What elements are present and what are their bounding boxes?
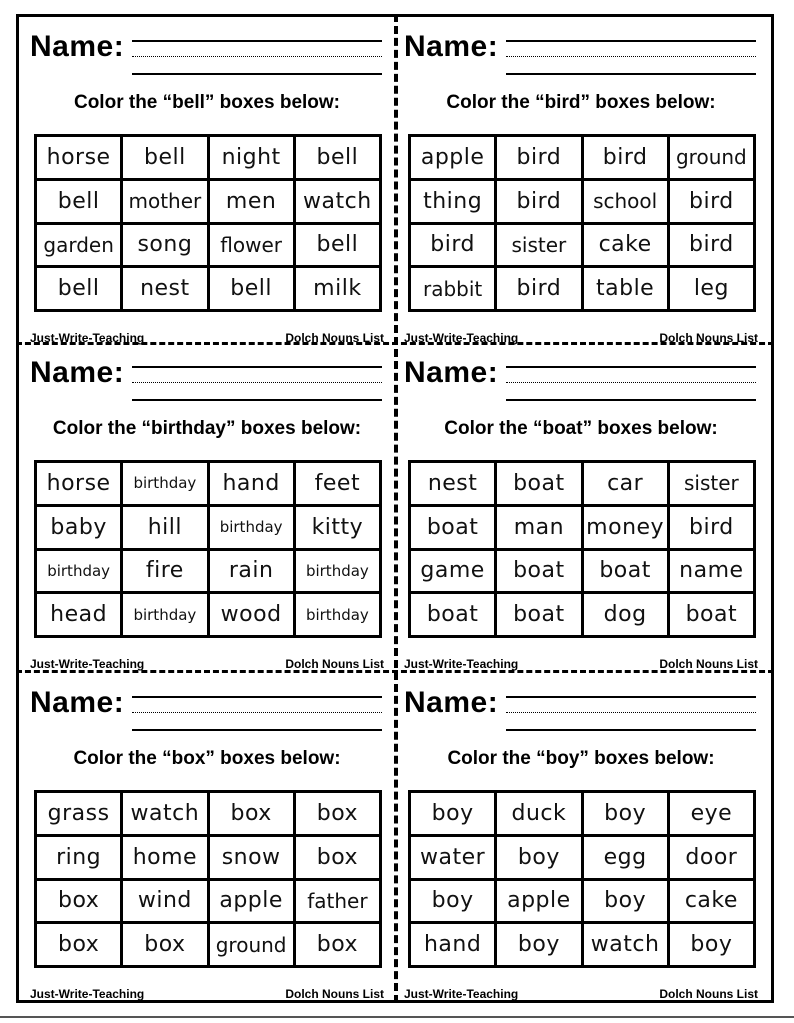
word-box[interactable]: bell	[37, 268, 120, 309]
footer-brand: Just-Write-Teaching	[30, 657, 145, 671]
word-box[interactable]: bell	[123, 137, 206, 178]
word-box[interactable]: boy	[584, 793, 667, 834]
name-writing-line[interactable]	[132, 40, 382, 42]
name-label: Name:	[404, 686, 499, 719]
word-box[interactable]: door	[670, 837, 753, 878]
word-box[interactable]: duck	[497, 793, 580, 834]
vertical-cut-line	[394, 14, 398, 1003]
word-box[interactable]: apple	[210, 881, 293, 922]
name-writing-line[interactable]	[506, 696, 756, 698]
footer-list-name: Dolch Nouns List	[285, 657, 384, 671]
name-writing-line[interactable]	[506, 73, 756, 75]
name-row	[30, 682, 384, 732]
name-label: Name:	[30, 30, 125, 63]
word-box[interactable]: boy	[497, 924, 580, 965]
word-box[interactable]: bell	[210, 268, 293, 309]
word-box[interactable]: game	[411, 551, 494, 592]
word-box[interactable]: grass	[37, 793, 120, 834]
word-box[interactable]: boy	[411, 881, 494, 922]
word-box[interactable]: hill	[123, 507, 206, 548]
word-box[interactable]: boy	[670, 924, 753, 965]
word-box[interactable]: bird	[497, 268, 580, 309]
name-row	[404, 26, 758, 76]
word-box[interactable]: men	[210, 181, 293, 222]
word-box[interactable]: box	[210, 793, 293, 834]
word-box[interactable]: horse	[37, 463, 120, 504]
name-writing-line[interactable]	[506, 40, 756, 42]
word-box[interactable]: night	[210, 137, 293, 178]
word-box[interactable]: flower	[210, 225, 293, 266]
word-box[interactable]: wood	[210, 594, 293, 635]
word-box[interactable]: money	[584, 507, 667, 548]
name-label: Name:	[30, 356, 125, 389]
word-box[interactable]: ring	[37, 837, 120, 878]
word-grid	[34, 790, 382, 968]
instruction-text: Color the “boy” boxes below:	[447, 748, 715, 769]
name-dotted-guide	[132, 382, 382, 383]
instruction-text: Color the “bell” boxes below:	[73, 92, 341, 113]
name-dotted-guide	[506, 382, 756, 383]
name-writing-line[interactable]	[132, 73, 382, 75]
word-box[interactable]: watch	[296, 181, 379, 222]
word-box[interactable]: nest	[123, 268, 206, 309]
word-grid	[408, 460, 756, 638]
word-box[interactable]: apple	[497, 881, 580, 922]
word-box[interactable]: bird	[411, 225, 494, 266]
footer-brand: Just-Write-Teaching	[404, 987, 519, 1001]
name-row	[30, 26, 384, 76]
word-box[interactable]: head	[37, 594, 120, 635]
name-writing-line[interactable]	[506, 366, 756, 368]
word-box[interactable]: hand	[210, 463, 293, 504]
footer-list-name: Dolch Nouns List	[285, 987, 384, 1001]
footer-list-name: Dolch Nouns List	[659, 987, 758, 1001]
word-box[interactable]: birthday	[296, 551, 379, 592]
word-box[interactable]: leg	[670, 268, 753, 309]
word-box[interactable]: hand	[411, 924, 494, 965]
name-writing-line[interactable]	[132, 729, 382, 731]
name-writing-line[interactable]	[132, 366, 382, 368]
word-box[interactable]: boy	[411, 793, 494, 834]
word-box[interactable]: cake	[584, 225, 667, 266]
word-box[interactable]: boat	[497, 594, 580, 635]
word-box[interactable]: wind	[123, 881, 206, 922]
word-box[interactable]: rain	[210, 551, 293, 592]
word-box[interactable]: school	[584, 181, 667, 222]
name-label: Name:	[404, 30, 499, 63]
word-box[interactable]: birthday	[37, 551, 120, 592]
word-box[interactable]: box	[296, 924, 379, 965]
word-box[interactable]: sister	[670, 463, 753, 504]
word-box[interactable]: name	[670, 551, 753, 592]
word-box[interactable]: birthday	[123, 463, 206, 504]
word-box[interactable]: bird	[670, 181, 753, 222]
name-dotted-guide	[506, 56, 756, 57]
word-box[interactable]: mother	[123, 181, 206, 222]
instruction-text: Color the “birthday” boxes below:	[52, 418, 362, 439]
word-grid	[408, 134, 756, 312]
page-bottom-rule	[0, 1016, 794, 1018]
name-dotted-guide	[132, 56, 382, 57]
word-box[interactable]: eye	[670, 793, 753, 834]
word-box[interactable]: apple	[411, 137, 494, 178]
word-box[interactable]: table	[584, 268, 667, 309]
word-box[interactable]: cake	[670, 881, 753, 922]
word-box[interactable]: bell	[296, 137, 379, 178]
word-box[interactable]: box	[37, 924, 120, 965]
footer-brand: Just-Write-Teaching	[404, 657, 519, 671]
name-dotted-guide	[132, 712, 382, 713]
name-writing-line[interactable]	[132, 399, 382, 401]
word-grid	[34, 460, 382, 638]
word-box[interactable]: song	[123, 225, 206, 266]
footer-brand: Just-Write-Teaching	[30, 331, 145, 345]
word-box[interactable]: boat	[411, 594, 494, 635]
word-box[interactable]: garden	[37, 225, 120, 266]
word-box[interactable]: baby	[37, 507, 120, 548]
word-box[interactable]: birthday	[123, 594, 206, 635]
word-box[interactable]: milk	[296, 268, 379, 309]
name-writing-line[interactable]	[506, 399, 756, 401]
word-box[interactable]: box	[296, 793, 379, 834]
word-box[interactable]: boat	[497, 551, 580, 592]
word-box[interactable]: dog	[584, 594, 667, 635]
name-row	[404, 682, 758, 732]
footer-list-name: Dolch Nouns List	[659, 657, 758, 671]
instruction-text: Color the “boat” boxes below:	[444, 418, 718, 439]
name-label: Name:	[404, 356, 499, 389]
word-box[interactable]: bird	[670, 507, 753, 548]
word-box[interactable]: snow	[210, 837, 293, 878]
name-row	[404, 352, 758, 402]
footer-list-name: Dolch Nouns List	[285, 331, 384, 345]
word-grid	[408, 790, 756, 968]
word-box[interactable]: bell	[37, 181, 120, 222]
name-writing-line[interactable]	[506, 729, 756, 731]
word-box[interactable]: feet	[296, 463, 379, 504]
footer-brand: Just-Write-Teaching	[30, 987, 145, 1001]
word-box[interactable]: father	[296, 881, 379, 922]
word-box[interactable]: birthday	[296, 594, 379, 635]
word-box[interactable]: kitty	[296, 507, 379, 548]
word-box[interactable]: ground	[670, 137, 753, 178]
word-box[interactable]: boy	[497, 837, 580, 878]
word-box[interactable]: car	[584, 463, 667, 504]
word-box[interactable]: boat	[411, 507, 494, 548]
name-dotted-guide	[506, 712, 756, 713]
word-box[interactable]: bell	[296, 225, 379, 266]
word-box[interactable]: boat	[584, 551, 667, 592]
word-box[interactable]: home	[123, 837, 206, 878]
word-grid	[34, 134, 382, 312]
word-box[interactable]: horse	[37, 137, 120, 178]
word-box[interactable]: box	[37, 881, 120, 922]
footer-list-name: Dolch Nouns List	[659, 331, 758, 345]
word-box[interactable]: water	[411, 837, 494, 878]
word-box[interactable]: bird	[497, 137, 580, 178]
name-label: Name:	[30, 686, 125, 719]
word-box[interactable]: sister	[497, 225, 580, 266]
word-box[interactable]: rabbit	[411, 268, 494, 309]
name-row	[30, 352, 384, 402]
word-box[interactable]: boat	[497, 463, 580, 504]
word-box[interactable]: bird	[584, 137, 667, 178]
word-box[interactable]: bird	[670, 225, 753, 266]
word-box[interactable]: thing	[411, 181, 494, 222]
word-box[interactable]: fire	[123, 551, 206, 592]
word-box[interactable]: egg	[584, 837, 667, 878]
word-box[interactable]: ground	[210, 924, 293, 965]
name-writing-line[interactable]	[132, 696, 382, 698]
word-box[interactable]: nest	[411, 463, 494, 504]
word-box[interactable]: watch	[123, 793, 206, 834]
word-box[interactable]: birthday	[210, 507, 293, 548]
word-box[interactable]: watch	[584, 924, 667, 965]
word-box[interactable]: man	[497, 507, 580, 548]
instruction-text: Color the “box” boxes below:	[73, 748, 341, 769]
word-box[interactable]: box	[123, 924, 206, 965]
word-box[interactable]: boat	[670, 594, 753, 635]
word-box[interactable]: bird	[497, 181, 580, 222]
instruction-text: Color the “bird” boxes below:	[446, 92, 716, 113]
word-box[interactable]: boy	[584, 881, 667, 922]
footer-brand: Just-Write-Teaching	[404, 331, 519, 345]
word-box[interactable]: box	[296, 837, 379, 878]
